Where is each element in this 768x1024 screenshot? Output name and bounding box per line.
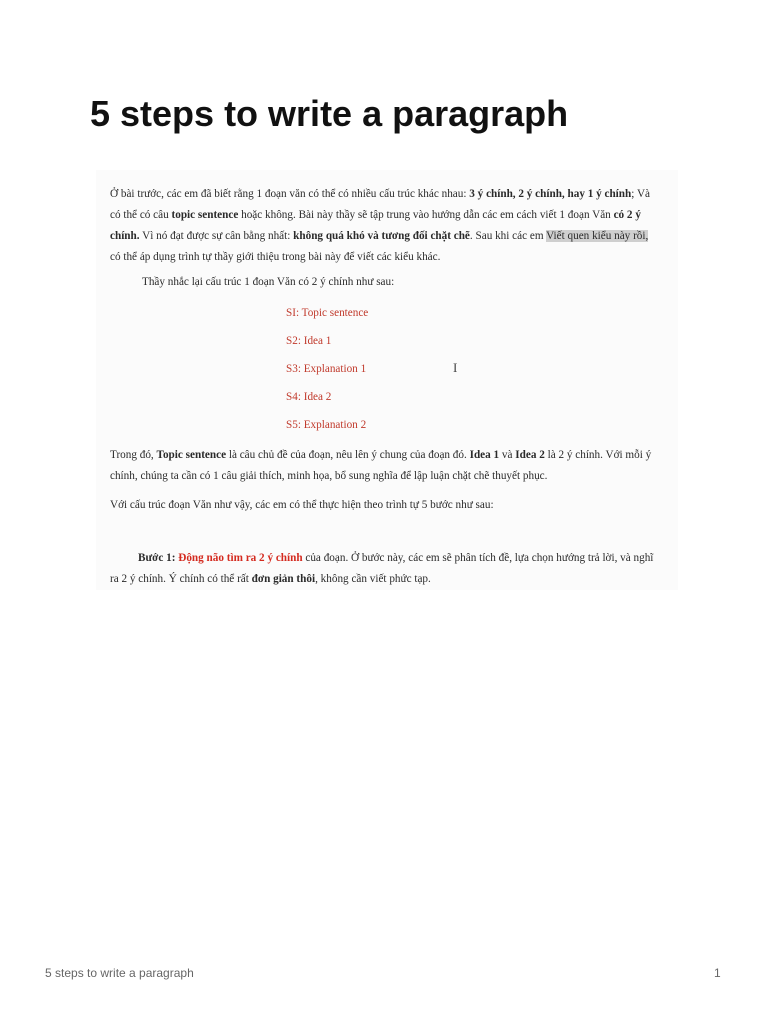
structure-item-s3: S3: Explanation 1 (286, 363, 367, 375)
text-selection-highlight: Viết quen kiểu này rồi, (546, 230, 649, 242)
page-title: 5 steps to write a paragraph (90, 93, 569, 134)
paragraph-structure-list (110, 299, 660, 439)
steps-intro-sentence: Với cấu trúc đoạn Văn như vậy, các em có thể thực hiện theo trình tự 5 bước như sau: (110, 499, 494, 511)
text-cursor-icon: I (453, 360, 458, 375)
structure-item-s5: S5: Explanation 2 (286, 419, 367, 431)
structure-item-s2: S2: Idea 1 (286, 335, 332, 347)
scanned-document-image (96, 170, 678, 590)
structure-lead-sentence: Thầy nhắc lại cấu trúc 1 đoạn Văn có 2 ý chính như sau: (142, 276, 395, 288)
intro-paragraph: Ở bài trước, các em đã biết rằng 1 đoạn văn có thể có nhiều cấu trúc khác nhau: 3 ý chính, 2 ý chính, hay 1 ý chính; Và có thể có câu topic sentence hoặc không. Bài này thầy sẽ tập trung vào hướng dẫn các em cách viết 1 đoạn Văn có 2 ý chính. Vì nó đạt được sự cân bằng nhất: không quá khó và tương đối chặt chẽ. Sau khi các em Viết quen kiểu này rồi, có thể áp dụng trình tự thầy giới thiệu trong bài này để viết các kiểu khác. (110, 188, 650, 263)
structure-item-s1: SI: Topic sentence (286, 307, 369, 319)
structure-item-s4: S4: Idea 2 (286, 391, 332, 403)
footer-title: 5 steps to write a paragraph (45, 966, 194, 980)
step-1-paragraph: Bước 1: Động não tìm ra 2 ý chính của đoạn. Ở bước này, các em sẽ phân tích đề, lựa chọn hướng trả lời, và nghĩ ra 2 ý chính. Ý chính có thể rất đơn giản thôi, không cần viết phức tạp. (110, 552, 654, 585)
explanation-paragraph: Trong đó, Topic sentence là câu chủ đề của đoạn, nêu lên ý chung của đoạn đó. Idea 1 và Idea 2 là 2 ý chính. Với mỗi ý chính, chúng ta cần có 1 câu giải thích, minh họa, bổ sung nghĩa để lập luận chặt chẽ thuyết phục. (110, 449, 652, 482)
page-number: 1 (714, 966, 721, 980)
